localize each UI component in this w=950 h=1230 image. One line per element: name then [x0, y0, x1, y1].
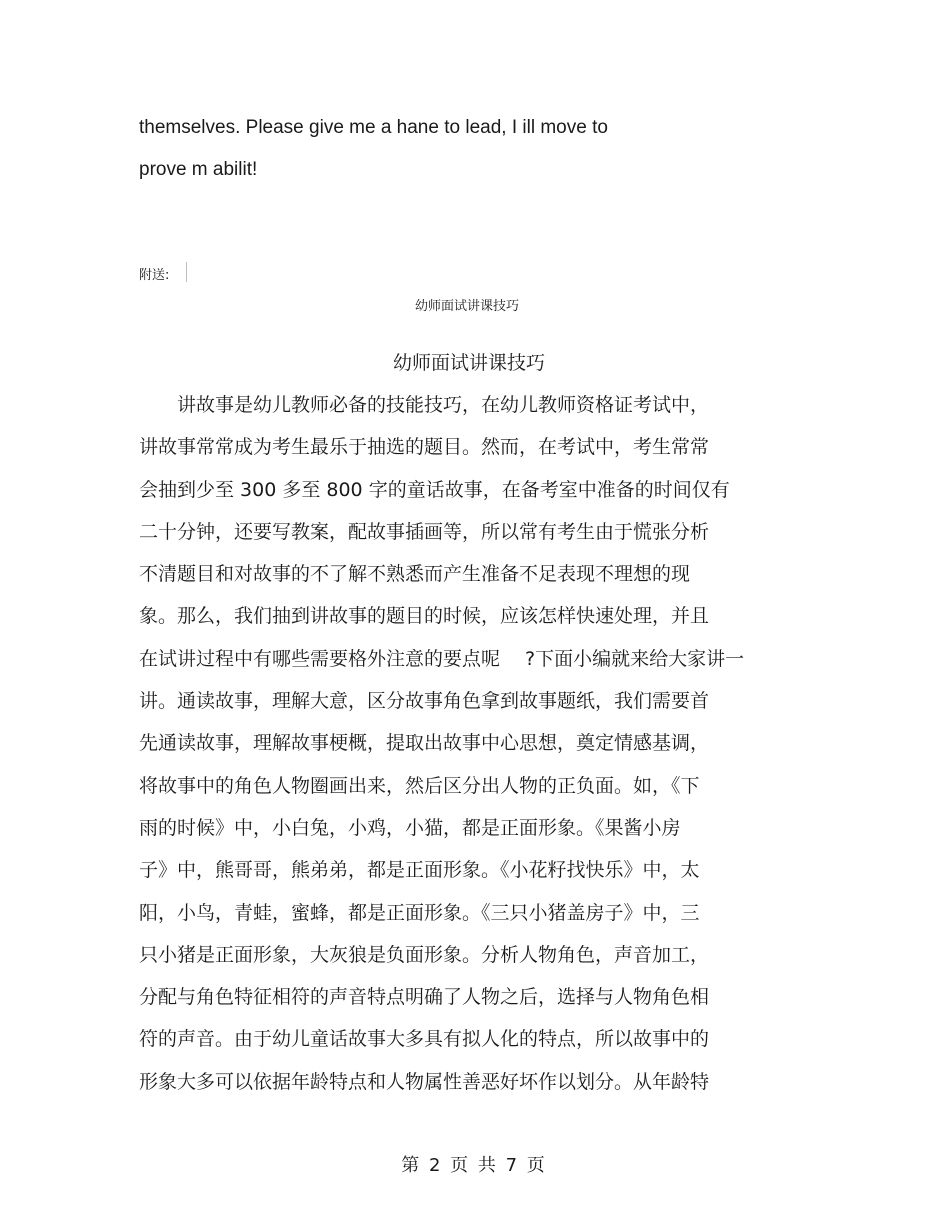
body-line: 符的声音。由于幼儿童话故事大多具有拟人化的特点，所以故事中的 — [139, 1028, 710, 1051]
body-line: 阳，小鸟，青蛙，蜜蜂，都是正面形象。《三只小猪盖房子》中，三 — [139, 901, 700, 924]
body-line: 形象大多可以依据年龄特点和人物属性善恶好坏作以划分。从年龄特 — [139, 1070, 710, 1093]
body-line: 讲。通读故事，理解大意，区分故事角色拿到故事题纸，我们需要首 — [139, 690, 710, 713]
body-line: 先通读故事，理解故事梗概，提取出故事中心思想，奠定情感基调， — [139, 732, 710, 755]
body-line: 将故事中的角色人物圈画出来，然后区分出人物的正负面。如，《下 — [139, 774, 700, 797]
body-line: 讲故事常常成为考生最乐于抽选的题目。然而，在考试中，考生常常 — [139, 436, 710, 459]
body-line: 只小猪是正面形象，大灰狼是负面形象。分析人物角色，声音加工， — [139, 943, 710, 966]
english-text-line-1: themselves. Please give me a hane to lead, I ill move to — [139, 117, 608, 138]
body-line: 雨的时候》中，小白兔，小鸡，小猫，都是正面形象。《果酱小房 — [139, 816, 681, 839]
header-title: 幼师面试讲课技巧 — [414, 299, 519, 314]
divider — [186, 262, 187, 282]
english-text-line-2: prove m abilit! — [139, 159, 258, 180]
body-line: 二十分钟，还要写教案，配故事插画等，所以常有考生由于慌张分析 — [139, 520, 710, 543]
article-body — [139, 384, 744, 1103]
attachment-label: 附送: — [139, 268, 170, 283]
body-line: 子》中，熊哥哥，熊弟弟，都是正面形象。《小花籽找快乐》中，太 — [139, 859, 700, 882]
body-line: 分配与角色特征相符的声音特点明确了人物之后，选择与人物角色相 — [139, 986, 710, 1009]
body-line: 象。那么，我们抽到讲故事的题目的时候，应该怎样快速处理，并且 — [139, 605, 710, 628]
body-line: 不清题目和对故事的不了解不熟悉而产生准备不足表现不理想的现 — [139, 563, 691, 586]
page-footer: 第 2 页 共 7 页 — [401, 1155, 545, 1176]
body-line: 会抽到少至 300 多至 800 字的童话故事，在备考室中准备的时间仅有 — [139, 478, 730, 501]
article-title: 幼师面试讲课技巧 — [392, 352, 545, 374]
body-line: 讲故事是幼儿教师必备的技能技巧，在幼儿教师资格证考试中， — [139, 394, 710, 416]
body-line: 在试讲过程中有哪些需要格外注意的要点呢 ?下面小编就来给大家讲一 — [139, 647, 745, 670]
